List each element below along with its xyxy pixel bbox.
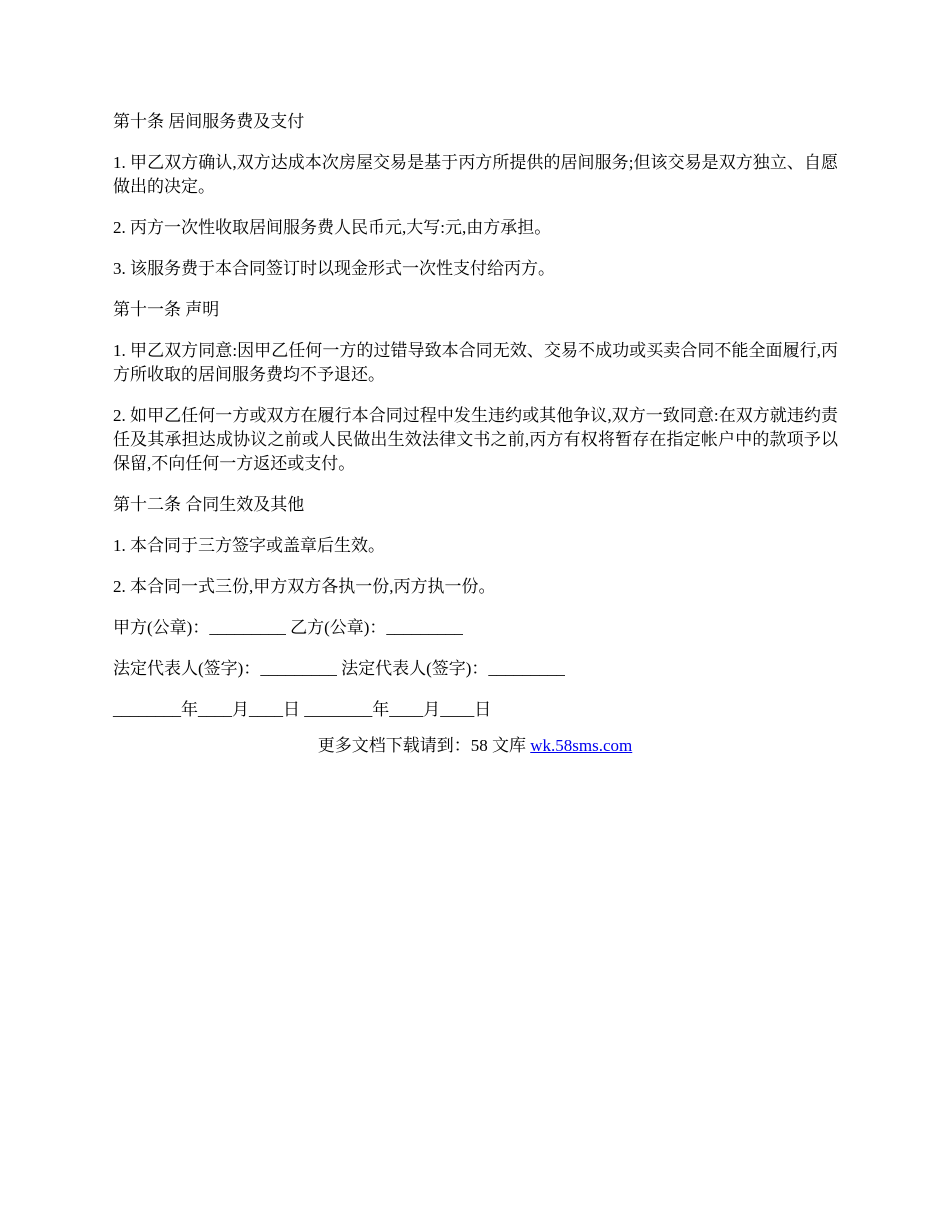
section-heading-11: 第十一条 声明 — [113, 300, 220, 319]
section-heading-10: 第十条 居间服务费及支付 — [113, 112, 305, 131]
clause-11-1: 1. 甲乙双方同意:因甲乙任何一方的过错导致本合同无效、交易不成功或买卖合同不能全面履行,丙方所收取的居间服务费均不予退还。 — [113, 341, 838, 384]
footer-text: 更多文档下载请到：58 文库 — [317, 736, 531, 755]
clause-11-2: 2. 如甲乙任何一方或双方在履行本合同过程中发生违约或其他争议,双方一致同意:在双方就违约责任及其承担达成协议之前或人民做出生效法律文书之前,丙方有权将暂存在指定帐户中的款项予以保留,不向任何一方返还或支付。 — [113, 406, 838, 473]
footer-link[interactable]: wk.58sms.com — [530, 736, 633, 755]
signature-line: 法定代表人(签字)：_________ 法定代表人(签字)：_________ — [113, 659, 565, 678]
date-line: ________年____月____日 ________年____月____日 — [113, 700, 492, 719]
document-body — [113, 110, 838, 739]
section-heading-12: 第十二条 合同生效及其他 — [113, 495, 305, 514]
seal-line: 甲方(公章)：_________ 乙方(公章)：_________ — [113, 618, 463, 637]
clause-10-3: 3. 该服务费于本合同签订时以现金形式一次性支付给丙方。 — [113, 259, 555, 278]
clause-10-2: 2. 丙方一次性收取居间服务费人民币元,大写:元,由方承担。 — [113, 218, 552, 237]
clause-12-1: 1. 本合同于三方签字或盖章后生效。 — [113, 536, 385, 555]
clause-12-2: 2. 本合同一式三份,甲方双方各执一份,丙方执一份。 — [113, 577, 496, 596]
download-footer — [0, 734, 950, 758]
clause-10-1: 1. 甲乙双方确认,双方达成本次房屋交易是基于丙方所提供的居间服务;但该交易是双方独立、自愿做出的决定。 — [113, 153, 838, 196]
